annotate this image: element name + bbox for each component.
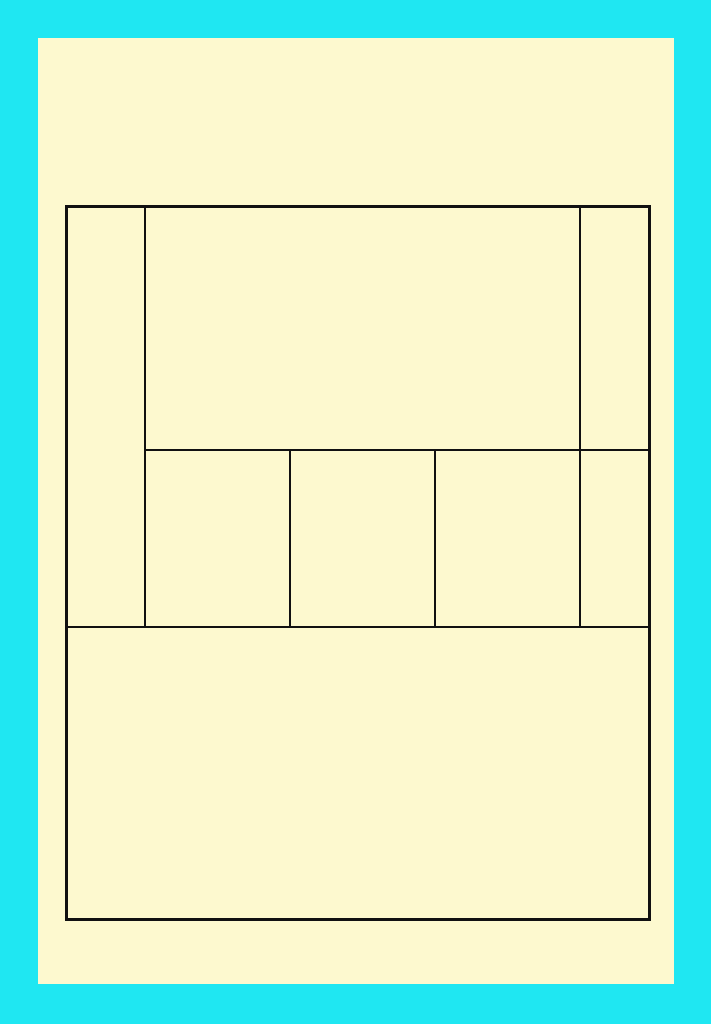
duty-requirement: [67, 627, 650, 919]
header-time: [67, 207, 145, 628]
header-staff: [145, 207, 580, 451]
shift-evening: [435, 450, 580, 627]
shift-morning: [145, 450, 290, 627]
header-row: [67, 207, 650, 451]
shift-header-row: [67, 450, 650, 627]
header-contact: [580, 207, 650, 451]
shift-afternoon: [290, 450, 435, 627]
requirement-row: [67, 627, 650, 919]
duty-roster-table: [65, 205, 651, 921]
contact-phone: [580, 450, 650, 627]
